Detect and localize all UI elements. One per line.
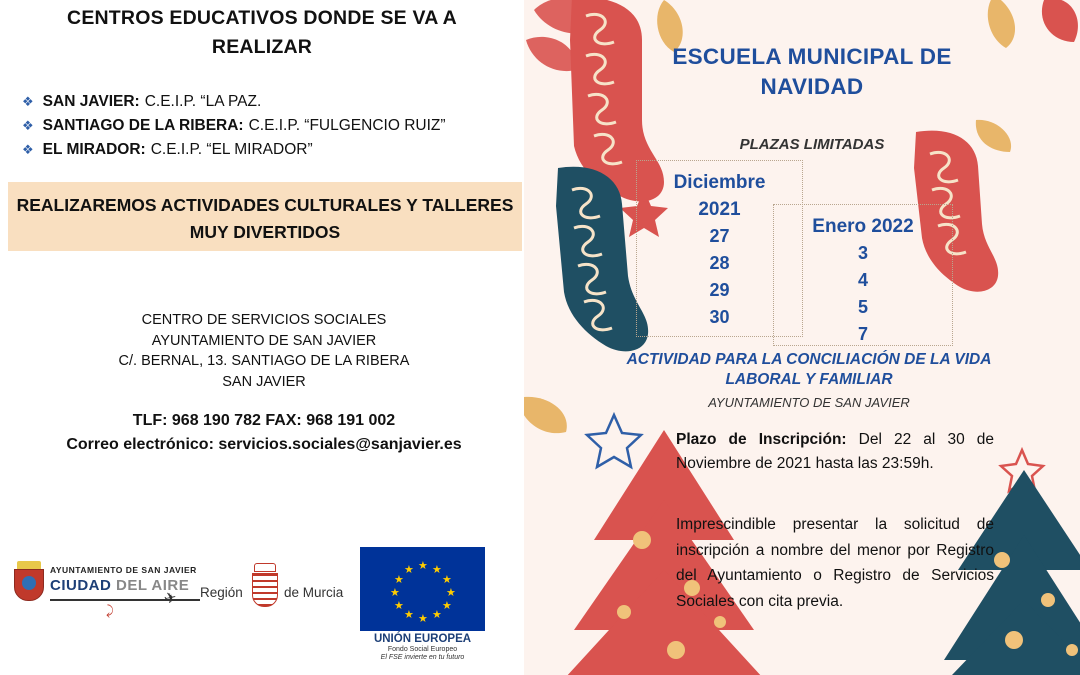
january-month: Enero 2022 <box>812 216 914 237</box>
december-day: 29 <box>709 280 730 300</box>
december-day: 27 <box>709 226 730 246</box>
swoosh-icon: ⤸ <box>106 603 114 618</box>
address-line: SAN JAVIER <box>222 373 306 390</box>
logo-ayuntamiento-san-javier <box>14 551 200 631</box>
right-panel <box>524 0 1080 675</box>
list-item <box>22 90 512 113</box>
activity-organizer: AYUNTAMIENTO DE SAN JAVIER <box>708 395 910 410</box>
address-block <box>20 310 508 392</box>
registration-period-text: Del 22 al 30 de Noviembre de 2021 hasta las 23:59h. <box>676 431 995 472</box>
school-center: C.E.I.P. “FULGENCIO RUIZ” <box>248 117 446 134</box>
left-panel <box>0 0 524 675</box>
school-town: SAN JAVIER: <box>42 93 140 110</box>
logo-region-de-murcia <box>200 557 352 627</box>
january-day: 4 <box>857 270 868 290</box>
eu-sub1: Fondo Social Europeo <box>387 646 458 653</box>
december-day: 28 <box>709 253 730 273</box>
divider <box>50 599 200 601</box>
eu-sub2: El FSE invierte en tu futuro <box>380 654 465 661</box>
january-day: 3 <box>857 243 868 263</box>
diamond-bullet-icon: ❖ <box>22 118 34 133</box>
registration-requirement: Imprescindible presentar la solicitud de inscripción a nombre del menor por Registro del Ayuntamiento o Registro de Servicios Sociales con cita previa. <box>676 516 994 610</box>
address-line: CENTRO DE SERVICIOS SOCIALES <box>141 312 387 328</box>
school-center: C.E.I.P. “EL MIRADOR” <box>150 141 313 158</box>
logo-ayto-ciudad: CIUDAD <box>50 577 112 594</box>
list-item <box>22 114 512 137</box>
school-town: SANTIAGO DE LA RIBERA: <box>42 117 244 134</box>
school-list <box>22 90 512 162</box>
logo-union-europea <box>360 547 510 659</box>
phone-fax: TLF: 968 190 782 FAX: 968 191 002 <box>132 412 396 429</box>
address-line: AYUNTAMIENTO DE SAN JAVIER <box>151 332 377 349</box>
diamond-bullet-icon: ❖ <box>22 142 34 157</box>
january-day: 5 <box>857 297 868 317</box>
coat-of-arms-icon <box>14 561 44 601</box>
logo-ayto-delaire: DEL AIRE <box>116 577 190 594</box>
january-dates-box <box>773 204 953 346</box>
limited-seats-note: PLAZAS LIMITADAS <box>739 136 885 153</box>
school-center: C.E.I.P. “LA PAZ. <box>144 93 262 110</box>
december-year: 2021 <box>698 199 741 220</box>
contact-block <box>20 409 508 457</box>
airplane-icon: ✈ <box>162 588 179 609</box>
logo-ayto-line1: AYUNTAMIENTO DE SAN JAVIER <box>50 565 197 575</box>
murcia-crest-icon <box>252 563 278 609</box>
activity-statement <box>624 350 994 413</box>
logo-region-left: Región <box>200 585 243 600</box>
activity-text: ACTIVIDAD PARA LA CONCILIACIÓN DE LA VIDA LABORAL Y FAMILIAR <box>626 351 992 388</box>
diamond-bullet-icon: ❖ <box>22 94 34 109</box>
december-day: 30 <box>709 307 730 327</box>
event-title: ESCUELA MUNICIPAL DE NAVIDAD <box>672 44 952 99</box>
list-item <box>22 138 512 161</box>
school-town: EL MIRADOR: <box>42 141 146 158</box>
january-day: 7 <box>857 324 868 344</box>
eu-flag-icon: ★ ★ ★ ★ ★ ★ ★ ★ ★ ★ ★ ★ <box>360 547 485 631</box>
address-line: C/. BERNAL, 13. SANTIAGO DE LA RIBERA <box>118 353 410 369</box>
eu-title: UNIÓN EUROPEA <box>373 633 472 645</box>
logo-region-right: de Murcia <box>284 585 344 600</box>
page-title: CENTROS EDUCATIVOS DONDE SE VA A REALIZAR <box>67 7 457 58</box>
registration-period <box>676 428 994 476</box>
december-month: Diciembre <box>673 172 766 193</box>
highlight-text: REALIZAREMOS ACTIVIDADES CULTURALES Y TALLERES MUY DIVERTIDOS <box>16 195 514 242</box>
logo-strip <box>0 543 524 663</box>
email-line: Correo electrónico: servicios.sociales@sanjavier.es <box>66 436 462 453</box>
registration-period-label: Plazo de Inscripción: <box>676 431 847 448</box>
